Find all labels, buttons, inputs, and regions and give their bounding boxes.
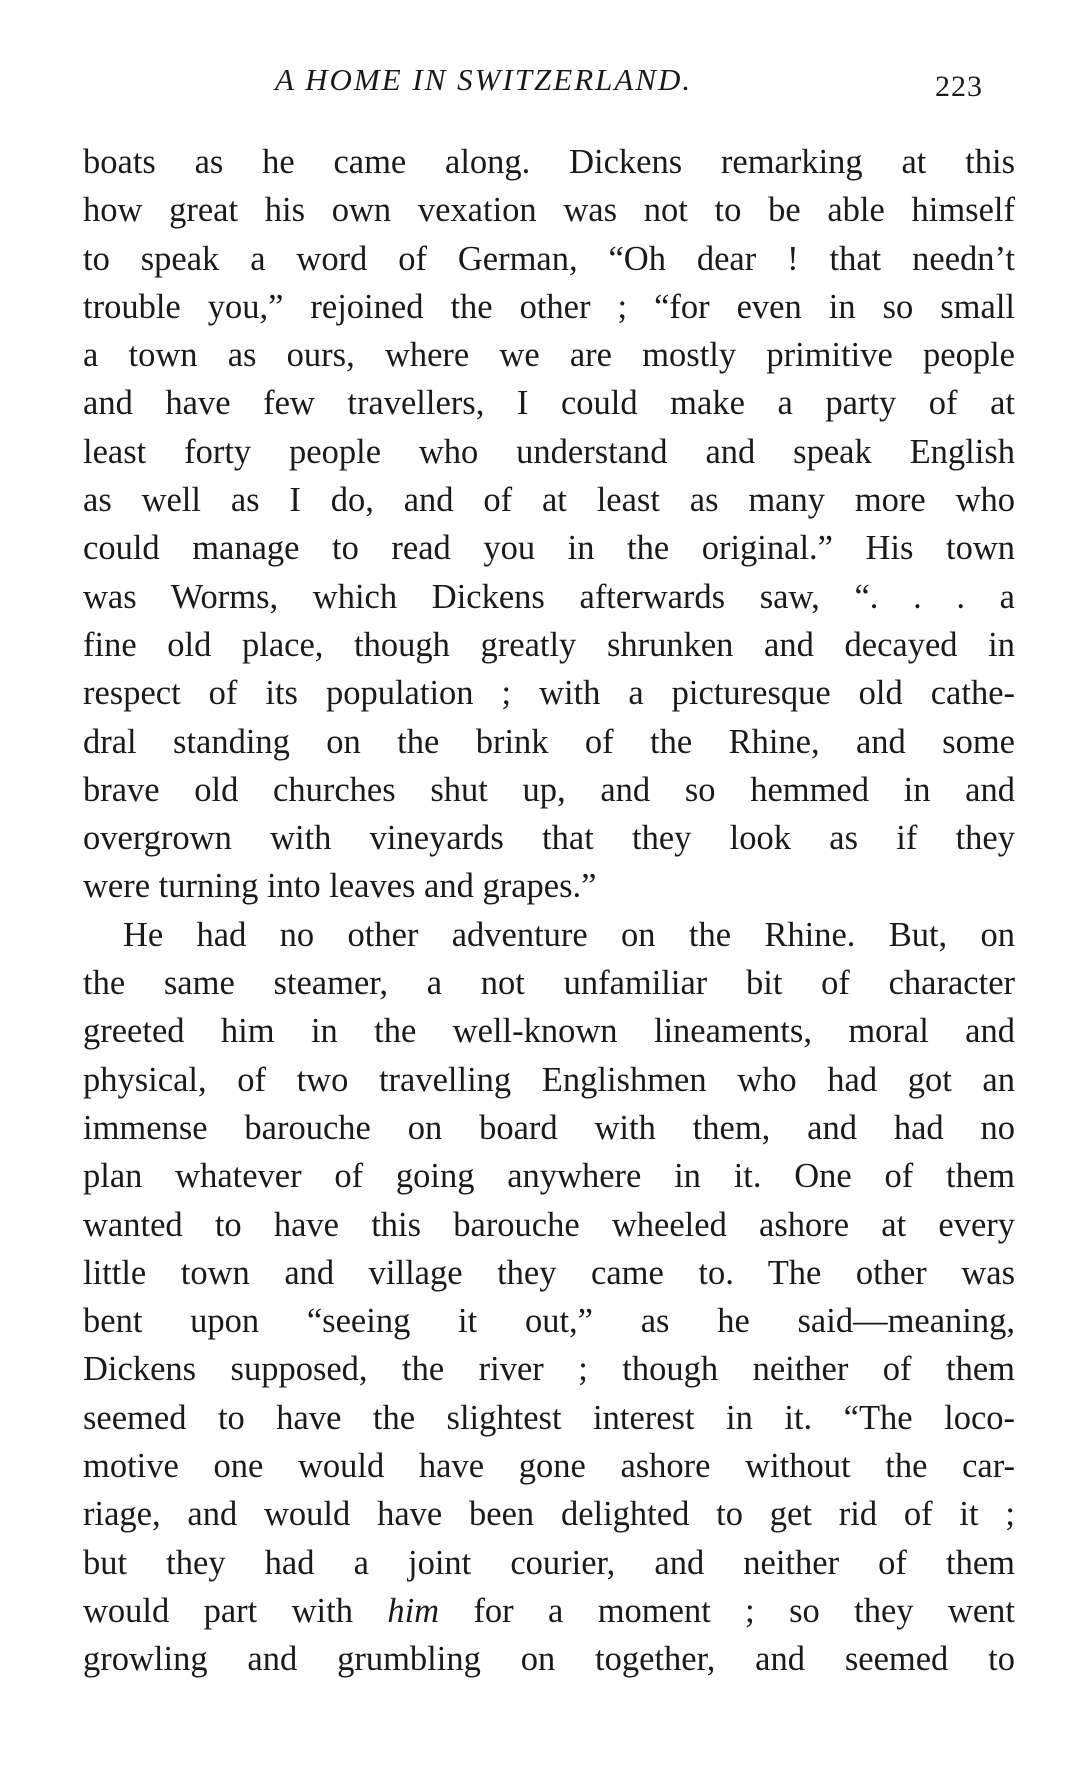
- text-line: brave old churches shut up, and so hemmed in and: [83, 770, 1015, 809]
- line-segment: for a moment ; so they went: [439, 1591, 1015, 1630]
- text-line: He had no other adventure on the Rhine. But, on: [123, 915, 1015, 954]
- text-line: motive one would have gone ashore without the car-: [83, 1447, 1015, 1486]
- body-text: [83, 138, 1015, 1684]
- text-line: were turning into leaves and grapes.”: [83, 867, 597, 906]
- line-segment: would part with: [83, 1591, 388, 1630]
- text-line: riage, and would have been delighted to get rid of it ;: [83, 1495, 1015, 1534]
- text-line: was Worms, which Dickens afterwards saw, “. . . a: [83, 577, 1015, 616]
- text-line: wanted to have this barouche wheeled ashore at every: [83, 1205, 1015, 1244]
- text-line: little town and village they came to. The other was: [83, 1253, 1015, 1292]
- text-line: bent upon “seeing it out,” as he said—meaning,: [83, 1302, 1015, 1341]
- text-line: a town as ours, where we are mostly primitive people: [83, 336, 1015, 375]
- text-line: to speak a word of German, “Oh dear ! that needn’t: [83, 239, 1015, 278]
- text-line: seemed to have the slightest interest in it. “The loco-: [83, 1398, 1015, 1437]
- text-line: trouble you,” rejoined the other ; “for even in so small: [83, 287, 1015, 326]
- running-title: A HOME IN SWITZERLAND.: [275, 62, 693, 97]
- running-head: [0, 62, 1091, 102]
- text-line: respect of its population ; with a picturesque old cathe-: [83, 674, 1015, 713]
- text-line: plan whatever of going anywhere in it. One of them: [83, 1157, 1015, 1196]
- text-line: the same steamer, a not unfamiliar bit of character: [83, 964, 1015, 1003]
- text-line: overgrown with vineyards that they look as if they: [83, 819, 1015, 858]
- italic-word: him: [387, 1591, 440, 1630]
- text-line: Dickens supposed, the river ; though neither of them: [83, 1350, 1015, 1389]
- text-line: boats as he came along. Dickens remarking at this: [83, 143, 1015, 181]
- text-line: dral standing on the brink of the Rhine, and some: [83, 722, 1015, 761]
- text-line: physical, of two travelling Englishmen who had got an: [83, 1060, 1015, 1099]
- text-line: how great his own vexation was not to be able himself: [83, 191, 1015, 230]
- text-line: [83, 1587, 1015, 1635]
- text-line: as well as I do, and of at least as many more who: [83, 481, 1015, 520]
- text-line: and have few travellers, I could make a party of at: [83, 384, 1015, 423]
- text-line: fine old place, though greatly shrunken and decayed in: [83, 625, 1015, 664]
- page-number: 223: [935, 70, 983, 103]
- text-line: immense barouche on board with them, and had no: [83, 1108, 1015, 1147]
- text-line: greeted him in the well-known lineaments, moral and: [83, 1012, 1015, 1051]
- text-line: least forty people who understand and speak English: [83, 432, 1015, 471]
- text-line: could manage to read you in the original.” His town: [83, 529, 1015, 568]
- text-line: growling and grumbling on together, and seemed to: [83, 1640, 1015, 1679]
- text-line: but they had a joint courier, and neither of them: [83, 1543, 1015, 1582]
